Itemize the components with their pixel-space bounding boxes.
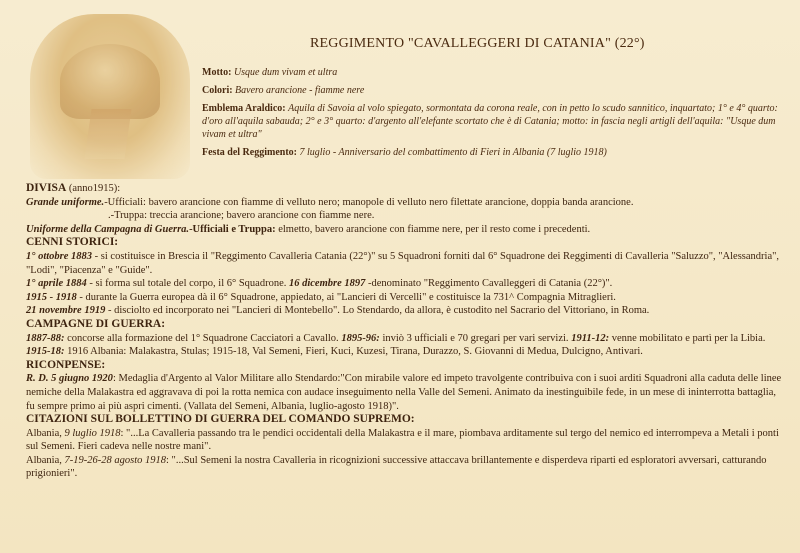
helmet-emblem-image (30, 14, 190, 179)
grande-uniforme-label: Grande uniforme. (26, 196, 105, 208)
citazione-2 (26, 454, 786, 481)
campagne-text-1: concorse alla formazione del 1° Squadrone Cacciatori a Cavallo. (64, 332, 342, 344)
festa-value: 7 luglio - Anniversario del combattimento di Fieri in Albania (7 luglio 1918) (299, 147, 607, 158)
riconpense-body: : Medaglia d'Argento al Valor Militare allo Stendardo:"Con mirabile valore ed impeto travolgente contribuiva con i suoi arditi Squadroni alla caduta delle linee nemiche della Malakastra ed aggravava di poi la rotta nemica con audace inseguimento nella Valle del Semeni. Animato da inestinguibile fede, in un mese di ininterrotta battaglia, fu sempre primo ai più aspri cimenti. (Vallata del Semeni, Albania, luglio-agosto 1918)". (26, 373, 782, 412)
campagne-heading: CAMPAGNE DI GUERRA: (26, 317, 166, 330)
divisa-heading: DIVISA (26, 182, 67, 194)
cenni-text-4: - disciolto ed incorporato nei "Lancieri di Montebello". Lo Stendardo, da allora, è custodito nel Sacrario del Vittoriano, in Roma. (105, 305, 650, 317)
citazione-1-place: Albania, (26, 427, 65, 439)
citazione-1-date: 9 luglio 1918 (64, 427, 121, 439)
colori-label: Colori: (202, 85, 233, 96)
motto-value: Usque dum vivam et ultra (233, 67, 338, 78)
cenni-date-4: 21 novembre 1919 (26, 305, 106, 317)
cenni-text-3: - durante la Guerra europea dà il 6° Squadrone, appiedato, ai "Lancieri di Vercelli" e costituisce la 731^ Compagnia Mitraglieri. (76, 291, 616, 303)
citazione-2-text: : "...Sul Semeni la nostra Cavalleria in ricognizioni successive attaccava brillantemente e disperdeva riparti ed esploratori avversari, catturando prigionieri". (26, 454, 767, 480)
header-details (202, 66, 792, 164)
campagne-date-1: 1887-88: (26, 332, 65, 344)
cenni-text-2b: -denominato "Reggimento Cavalleggeri di Catania (22°)". (365, 278, 613, 290)
emblema-label: Emblema Araldico: (202, 103, 286, 114)
body-text (26, 182, 786, 481)
campagna-line (26, 223, 786, 237)
cenni-date-2b: 16 dicembre 1897 (288, 278, 366, 290)
festa-label: Festa del Reggimento: (202, 147, 297, 158)
campagna-bold: -Ufficiali e Truppa: (189, 223, 276, 235)
ribbon-shape (84, 109, 131, 159)
cenni-heading: CENNI STORICI: (26, 236, 119, 249)
citazioni-heading: CITAZIONI SUL BOLLETTINO DI GUERRA DEL COMANDO SUPREMO: (26, 413, 415, 426)
cenni-line-1 (26, 250, 786, 277)
helmet-shape (60, 44, 160, 119)
riconpense-heading: RICONPENSE: (26, 358, 106, 371)
colori-value: Bavero arancione - fiamme nere (235, 85, 365, 96)
citazione-1-text: : "...La Cavalleria passando tra le pendici occidentali della Malakastra e il mare, piombava arditamente sul tergo del nemico ed interrompeva a Metali i ponti sul Semeni. Fieri cadeva nelle nostre mani". (26, 427, 779, 453)
emblema-row (202, 102, 792, 141)
campagne-date-4: 1915-18: (26, 346, 65, 358)
riconpense-text (26, 372, 786, 413)
cenni-date-1: 1° ottobre 1883 (26, 250, 93, 262)
motto-label: Motto: (202, 67, 232, 78)
cenni-date-2: 1° aprile 1884 (26, 278, 87, 290)
campagne-text (26, 332, 786, 359)
divisa-heading-line (26, 182, 786, 196)
campagne-date-3: 1911-12: (571, 332, 610, 344)
cenni-line-2 (26, 277, 786, 291)
riconpense-date: R. D. 5 giugno 1920 (26, 373, 113, 385)
cenni-text-2: - si forma sul totale del corpo, il 6° Squadrone. (86, 278, 289, 290)
citazione-2-date: 7-19-26-28 agosto 1918 (64, 454, 166, 466)
citazione-1 (26, 427, 786, 454)
colori-row (202, 84, 792, 97)
campagne-text-4: 1916 Albania: Malakastra, Stulas; 1915-18, Val Semeni, Fieri, Kuci, Kuzesi, Tirana, Durazzo, S. Giovanni di Medua, Dulcigno, Antivari. (64, 346, 643, 358)
cenni-line-4 (26, 304, 786, 318)
cenni-line-3 (26, 291, 786, 305)
campagne-text-2: inviò 3 ufficiali e 70 gregari per vari servizi. (379, 332, 572, 344)
citazione-2-place: Albania, (26, 454, 65, 466)
truppa-line: .-Truppa: treccia arancione; bavero arancione con fiamme nere. (108, 210, 375, 222)
emblema-value: Aquila di Savoia al volo spiegato, sormontata da corona reale, con in petto lo scudo sannitico, inquartato; 1° e 4° quarto: d'oro all'aquila sabauda; 2° e 3° quarto: d'argento all'elefante scortato che è di Catania; motto: in fascia negli artigli dell'aquila: "Usque dum vivam et ultra" (202, 103, 778, 140)
page-title: REGGIMENTO "CAVALLEGGERI DI CATANIA" (22°) (310, 36, 645, 51)
motto-row (202, 66, 792, 79)
festa-row (202, 146, 792, 159)
cenni-date-3: 1915 - 1918 (26, 291, 77, 303)
divisa-heading-note: (anno1915): (66, 183, 121, 194)
campagna-text: elmetto, bavero arancione con fiamme nere, per il resto come i precedenti. (275, 223, 591, 235)
campagne-date-2: 1895-96: (341, 332, 380, 344)
grande-uniforme-text: -Ufficiali: bavero arancione con fiamme di velluto nero; manopole di velluto nero filettate arancione, doppia banda arancione. (104, 196, 634, 208)
grande-uniforme-line (26, 196, 786, 210)
campagna-label: Uniforme della Campagna di Guerra. (26, 223, 190, 235)
cenni-text-1: - si costituisce in Brescia il "Reggimento Cavalleria Catania (22°)" su 5 Squadroni forniti dal 6° Squadrone dei Reggimenti di Cavalleria "Saluzzo", "Alessandria", "Lodi", "Piacenza" e "Guide". (26, 250, 780, 276)
campagne-text-3: venne mobilitato e partì per la Libia. (609, 332, 766, 344)
